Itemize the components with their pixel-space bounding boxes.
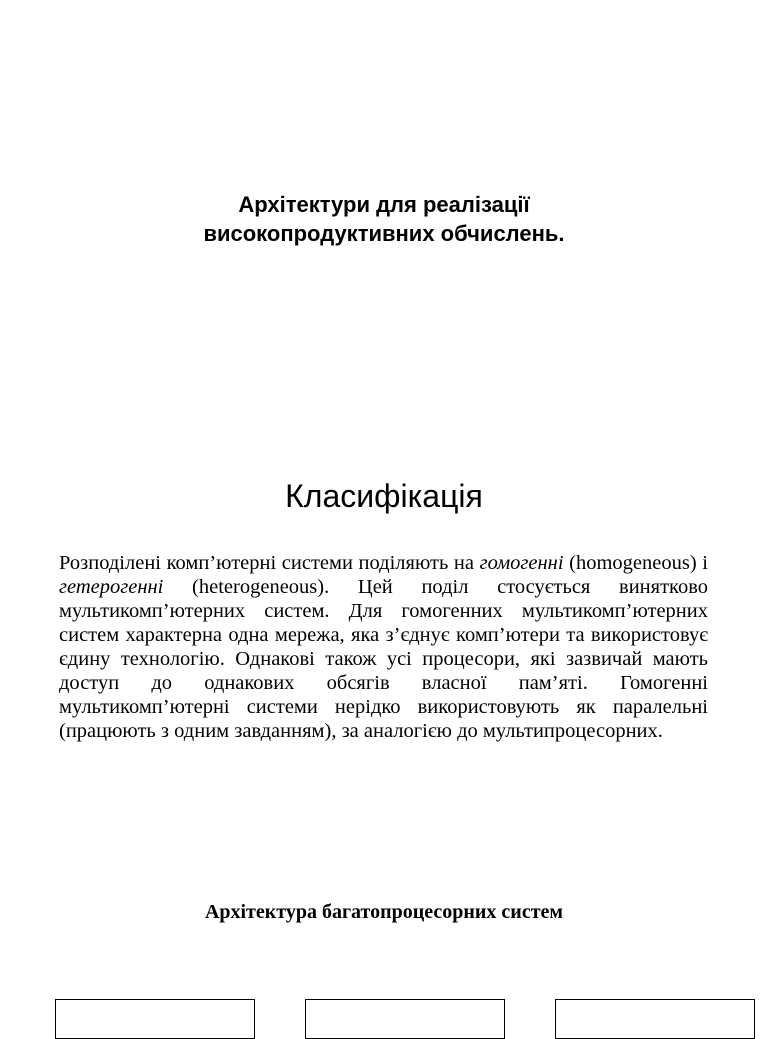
diagram-box-center — [305, 999, 505, 1039]
paragraph-part-1: Розподілені комп’ютерні системи поділяють на — [59, 552, 480, 574]
diagram-box-right — [555, 999, 755, 1039]
document-title-line-1: Архітектури для реалізації — [238, 192, 530, 217]
paragraph-part-2: (homogeneous) і — [563, 552, 708, 574]
section-heading: Класифікація — [285, 478, 483, 514]
paragraph-italic-heterogeneous: гетерогенні — [59, 576, 164, 598]
paragraph-part-3: (heterogeneous). Цей поділ стосується винятково мультикомп’ютерних систем. Для гомогенних мультикомп’ютерних систем характерна одна мережа, яка з’єднує комп’ютери та використовує єдину технологію. Однакові також усі процесори, які зазвичай мають доступ до однакових обсягів власної пам’яті. Гомогенні мультикомп’ютерні системи нерідко використовують як паралельні (працюють з одним завданням), за аналогією до мультипроцесорних. — [59, 576, 708, 742]
document-title — [0, 190, 768, 248]
document-title-line-2: високопродуктивних обчислень. — [203, 221, 565, 246]
architecture-subheading: Архітектура багатопроцесорних систем — [204, 901, 564, 923]
body-paragraph — [59, 551, 708, 743]
diagram-box-left — [55, 999, 255, 1039]
paragraph-italic-homogeneous: гомогенні — [479, 552, 564, 574]
